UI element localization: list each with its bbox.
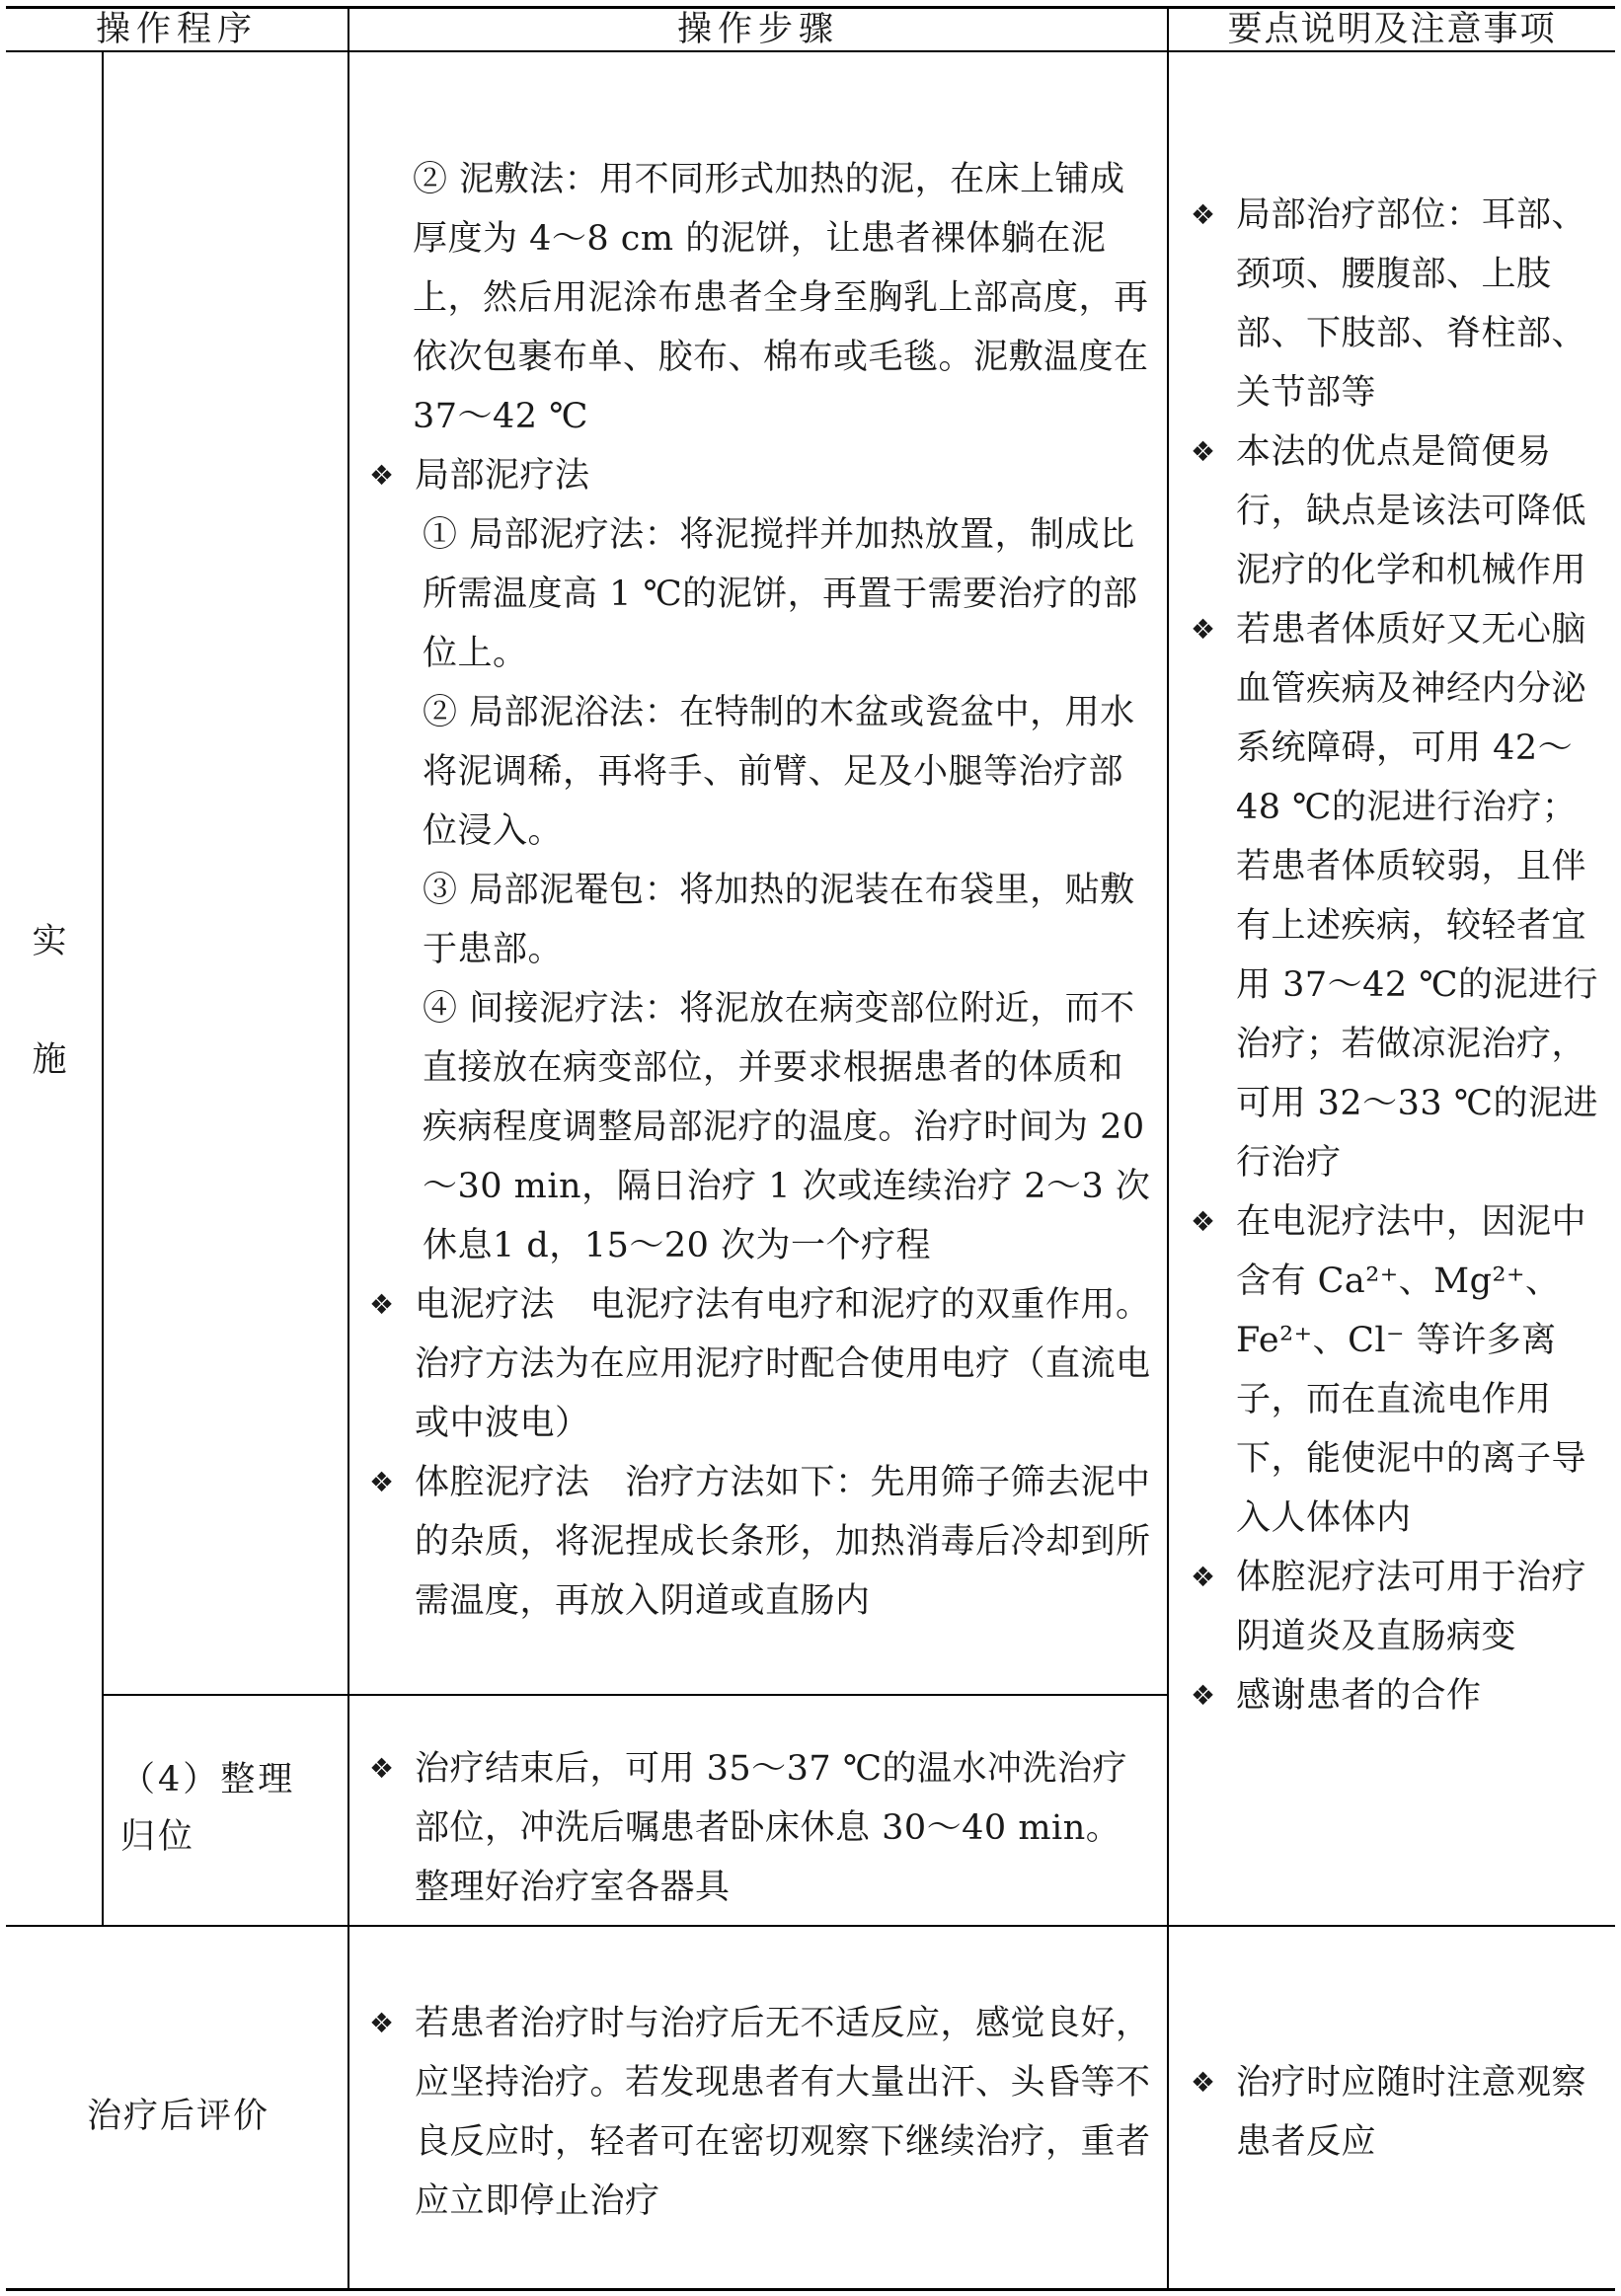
step-evaluation-text: 若患者治疗时与治疗后无不适反应，感觉良好，应坚持治疗。若发现患者有大量出汗、头昏等不良反应时，轻者可在密切观察下继续治疗，重者应立即停止治疗: [415, 2004, 1151, 2221]
diamond-bullet-icon: ❖: [369, 459, 395, 492]
tidy-row-top-rule: [102, 1694, 1168, 1696]
stage-label-implement-1: 实: [32, 922, 67, 961]
diamond-bullet-icon: ❖: [369, 2007, 395, 2039]
diamond-bullet-icon: ❖: [1191, 1205, 1216, 1238]
step-local-2: ② 局部泥浴法：在特制的木盆或瓷盆中，用水将泥调稀，再将手、前臂、足及小腿等治疗部位浸入。: [423, 693, 1135, 851]
implementation-notes: [1191, 186, 1601, 1725]
step-local-title: [369, 446, 1155, 505]
note-observe-text: 治疗时应随时注意观察患者反应: [1236, 2063, 1587, 2162]
step-evaluation: [369, 1994, 1155, 2231]
step-local-title-text: 局部泥疗法: [415, 456, 590, 496]
evaluation-label: 治疗后评价: [87, 2097, 270, 2136]
diamond-bullet-icon: ❖: [1191, 198, 1216, 231]
diamond-bullet-icon: ❖: [1191, 1679, 1216, 1712]
diamond-bullet-icon: ❖: [369, 1288, 395, 1321]
implementation-steps: [369, 150, 1155, 1631]
step-electric-text: 电泥疗法 电泥疗法有电疗和泥疗的双重作用。治疗方法为在应用泥疗时配合使用电疗（直流电或中波电）: [415, 1285, 1151, 1443]
note-local-sites-text: 局部治疗部位：耳部、颈项、腰腹部、上肢部、下肢部、脊柱部、关节部等: [1236, 195, 1587, 413]
diamond-bullet-icon: ❖: [1191, 2066, 1216, 2099]
step-cavity: [369, 1453, 1155, 1631]
notes-left-divider: [1167, 50, 1169, 2291]
steps-left-divider: [347, 50, 349, 2291]
step-cavity-text: 体腔泥疗法 治疗方法如下：先用筛子筛去泥中的杂质，将泥捏成长条形，加热消毒后冷却到所需温度，再放入阴道或直肠内: [415, 1463, 1151, 1621]
implementation-bottom-rule: [6, 1925, 1615, 1927]
step-mud-compress: ② 泥敷法：用不同形式加热的泥，在床上铺成厚度为 4～8 cm 的泥饼，让患者裸体躺在泥上，然后用泥涂布患者全身至胸乳上部高度，再依次包裹布单、胶布、棉布或毛毯。泥敷温度在 37～42 ℃: [413, 160, 1149, 436]
diamond-bullet-icon: ❖: [369, 1466, 395, 1498]
header-procedure: 操作程序: [95, 10, 258, 49]
evaluation-steps: [369, 1994, 1155, 2231]
note-temperature: [1191, 600, 1601, 1192]
note-local-sites: [1191, 186, 1601, 422]
tidy-label: （4）整理归位: [120, 1760, 296, 1857]
implementation-inner-divider: [102, 50, 104, 1927]
diamond-bullet-icon: ❖: [1191, 1561, 1216, 1593]
step-local-3: ③ 局部泥罨包：将加热的泥装在布袋里，贴敷于患部。: [423, 871, 1135, 969]
header-bottom-rule: [6, 50, 1615, 52]
step-tidy: [369, 1739, 1155, 1917]
note-ions-text: 在电泥疗法中，因泥中含有 Ca²⁺、Mg²⁺、Fe²⁺、Cl⁻ 等许多离子，而在直流电作用下，能使泥中的离子导入人体体内: [1236, 1202, 1587, 1538]
evaluation-notes: [1191, 2053, 1601, 2172]
header-notes: 要点说明及注意事项: [1227, 10, 1557, 49]
note-thanks-text: 感谢患者的合作: [1236, 1676, 1482, 1716]
note-observe: [1191, 2053, 1601, 2172]
diamond-bullet-icon: ❖: [1191, 613, 1216, 646]
diamond-bullet-icon: ❖: [1191, 435, 1216, 468]
step-tidy-text: 治疗结束后，可用 35～37 ℃的温水冲洗治疗部位，冲洗后嘱患者卧床休息 30～40 min。整理好治疗室各器具: [415, 1749, 1127, 1907]
note-pros-cons: [1191, 422, 1601, 600]
stage-label-implement-2: 施: [32, 1040, 67, 1080]
note-thanks: [1191, 1666, 1601, 1725]
note-ions: [1191, 1192, 1601, 1548]
step-electric: [369, 1275, 1155, 1453]
step-local-1: ① 局部泥疗法：将泥搅拌并加热放置，制成比所需温度高 1 ℃的泥饼，再置于需要治疗的部位上。: [423, 515, 1138, 673]
note-temperature-text: 若患者体质好又无心脑血管疾病及神经内分泌系统障碍，可用 42～48 ℃的泥进行治疗；若患者体质较弱，且伴有上述疾病，较轻者宜用 37～42 ℃的泥进行治疗；若做凉泥治疗，可用 32～33 ℃的泥进行治疗: [1236, 610, 1598, 1183]
step-local-4: ④ 间接泥疗法：将泥放在病变部位附近，而不直接放在病变部位，并要求根据患者的体质和疾病程度调整局部泥疗的温度。治疗时间为 20～30 min，隔日治疗 1 次或连续治疗 2～3 次休息1 d，15～20 次为一个疗程: [423, 989, 1151, 1265]
diamond-bullet-icon: ❖: [369, 1752, 395, 1785]
table-bottom-rule: [6, 2288, 1615, 2291]
table-top-rule: [6, 6, 1615, 9]
note-pros-cons-text: 本法的优点是简便易行，缺点是该法可降低泥疗的化学和机械作用: [1236, 432, 1587, 590]
note-cavity-use-text: 体腔泥疗法可用于治疗阴道炎及直肠病变: [1236, 1558, 1587, 1656]
tidy-steps: [369, 1739, 1155, 1917]
header-steps: 操作步骤: [676, 10, 839, 49]
note-cavity-use: [1191, 1548, 1601, 1666]
